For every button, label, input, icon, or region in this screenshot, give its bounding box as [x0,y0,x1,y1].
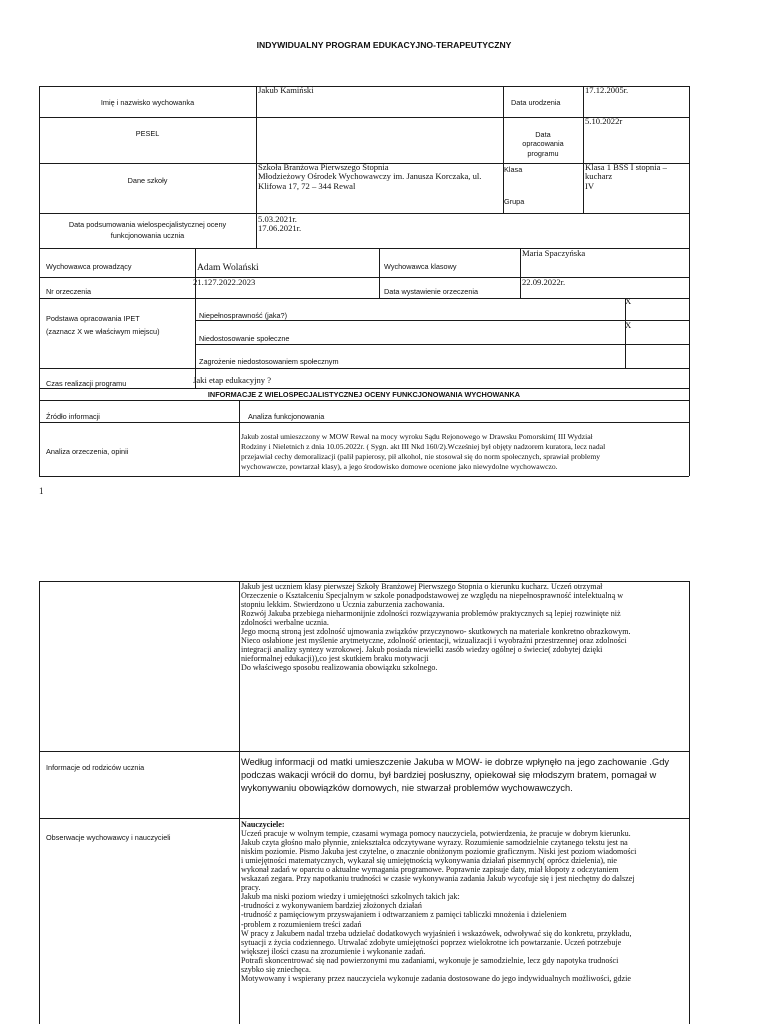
class-value: Klasa 1 BSS I stopnia – kucharz IV [585,162,667,191]
basis-option-maladjustment: Niedostosowanie społeczne [199,334,290,343]
student-analysis-text: Jakub jest uczniem klasy pierwszej Szkoły Branżowej Pierwszego Stopnia o kierunku kucharz. Uczeń otrzymał Orzeczenie o Kształceniu Specjalnym w szkole ponadpodstawowej ze względu na niepełnosprawność intelektualną w stopniu lekkim. Stwierdzono u Ucznia zaburzenia zachowania. Rozwój Jakuba przebiega nieharmonijnie zdolności rozwiązywania problemów praktycznych są lepiej rozwinięte niż zdolności werbalne ucznia. Jego mocną stroną jest zdolność ujmowania związków przyczynowo- skutkowych na materiale konkretno obrazkowym. Nieco osłabione jest myślenie arytmetyczne, zdolność orientacji, wizualizacji i wyobraźni przestrzennej oraz zdolności integracji analizy syntezy wzrokowej. Jakub posiada niewielki zasób wiedzy ogólnej o świecie( zdobytej dzięki nieformalnej edukacji)),co jest skutkiem braku motywacji Do właściwego sposobu realizowania obowiązku szkolnego. [241,582,631,673]
duration-value: Jaki etap edukacyjny ? [193,375,272,385]
ruling-date-value: 22.09.2022r. [522,277,566,287]
duration-label: Czas realizacji programu [46,379,127,388]
birth-date-value: 17.12.2005r. [585,85,629,95]
basis-mark-maladjustment: X [625,320,632,330]
prep-date-value: 5.10.2022r [585,116,623,126]
prep-date-label: Data opracowania programu [522,130,564,158]
basis-mark-disability: X [625,296,632,306]
parents-info-text: Według informacji od matki umieszczenie Jakuba w MOW- ie dobrze wpłynęło na jego zachowanie .Gdy podczas wakacji wrócił do domu, był bardziej posłuszny, opiekował się młodszym bratem, pomagał w wykonywaniu obowiązków domowych, nie stwarzał problemów wychowawczych. [241,757,670,793]
page-number: 1 [39,486,44,496]
pesel-label: PESEL [135,129,160,138]
basis-option-risk: Zagrożenie niedostosowaniem społecznym [199,357,339,366]
class-teacher-label: Wychowawca klasowy [384,262,457,271]
opinion-label: Analiza orzeczenia, opinii [46,447,129,456]
observations-text: Nauczyciele: Uczeń pracuje w wolnym tempie, czasami wymaga pomocy nauczyciela, potwierdzenia, że pracuje w dobrym kierunku. Jakub czyta głośno mało płynnie, zniekształca odczytywane wyrazy. Rozumienie samodzielnie czytanego tekstu jest na niskim poziomie. Pismo Jakuba jest czytelne, o znacznie obniżonym poziomie graficznym. Niski jest poziom wiadomości i umiejętności matematycznych, wykazał się umiejętnością wykonywania działań pisemnych( oprócz dzielenia), nie wykonał zadań w oparciu o aktualne wymagania programowe. Poprawnie zapisuje daty, miał kłopoty z odczytaniem wskazań zegara. Przy napotkaniu trudności w czasie wykonywania zadania Jakub wycofuje się i jest niechętny do dalszej pracy. Jakub ma niski poziom wiedzy i umiejętności szkolnych takich jak: -trudności z wykonywaniem bardziej złożonych działań -trudność z pamięciowym przyswajaniem i odtwarzaniem z pamięci tabliczki mnożenia i dzieleniem -problem z rozumieniem treści zadań W pracy z Jakubem nadal trzeba udzielać dodatkowych wyjaśnień i wskazówek, odwoływać się do konkretu, przykładu, sytuacji z życia codziennego. Utrwalać zdobyte umiejętności poprzez wielokrotne ich powtarzanie. Uczeń potrzebuje większej ilości czasu na zrozumienie i wykonanie zadań. Potrafi skoncentrować się nad powierzonymi mu zadaniami, wykonuje je samodzielnie, lecz gdy napotyka trudności szybko się zniechęca. Motywowany i wspierany przez nauczyciela wykonuje zadania dostosowane do jego indywidualnych możliwości, gdzie [241,820,637,983]
observations-label: Obserwacje wychowawcy i nauczycieli [46,833,171,842]
ruling-number-label: Nr orzeczenia [46,287,92,296]
leading-teacher-value: Adam Wolański [197,262,259,273]
section-header: INFORMACJE Z WIELOSPECJALISTYCZNEJ OCENY FUNKCJONOWANIA WYCHOWANKA [207,390,521,399]
name-label: Imię i nazwisko wychowanka [100,98,195,107]
group-label: Grupa [504,197,525,206]
document-title: INDYWIDUALNY PROGRAM EDUKACYJNO-TERAPEUTYCZNY [256,40,512,50]
basis-label: Podstawa opracowania IPET (zaznacz X we właściwym miejscu) [46,314,160,336]
class-label: Klasa [504,165,523,174]
leading-teacher-label: Wychowawca prowadzący [46,262,132,271]
analysis-label: Analiza funkcjonowania [248,412,325,421]
ruling-date-label: Data wystawienie orzeczenia [384,287,479,296]
assessment-value: 5.03.2021r. 17.06.2021r. [258,214,302,234]
ruling-number-value: 21.127.2022.2023 [193,277,256,287]
basis-option-disability: Niepełnosprawność (jaka?) [199,311,288,320]
teachers-heading: Nauczyciele: [241,820,285,829]
name-value: Jakub Kamiński [258,85,314,95]
school-value: Szkoła Branżowa Pierwszego Stopnia Młodzieżowy Ośrodek Wychowawczy im. Janusza Korczaka, ul. Klifowa 17, 72 – 344 Rewal [258,162,482,191]
school-label: Dane szkoły [127,176,168,185]
opinion-text: Jakub został umieszczony w MOW Rewal na mocy wyroku Sądu Rejonowego w Drawsku Pomorskim( III Wydział Rodziny i Nieletnich z dnia 10.05.2022r. ( Sygn. akt III Nkd 160/2).Wcześniej był objęty nadzorem kuratora, lecz nadal przejawiał cechy demoralizacji (palił papierosy, pił alkohol, nie stosował się do norm społecznych, sprawiał problemy wychowawcze, powtarzał klasy), a jego środowisko domowe ocenione jako niewydolne wychowawczo. [241,432,606,471]
class-teacher-value: Maria Spaczyńska [522,248,586,258]
birth-date-label: Data urodzenia [511,98,561,107]
parents-info-label: Informacje od rodziców ucznia [46,763,145,772]
assessment-label: Data podsumowania wielospecjalistycznej oceny funkcjonowania ucznia [68,220,227,240]
source-label: Źródło informacji [46,412,100,421]
